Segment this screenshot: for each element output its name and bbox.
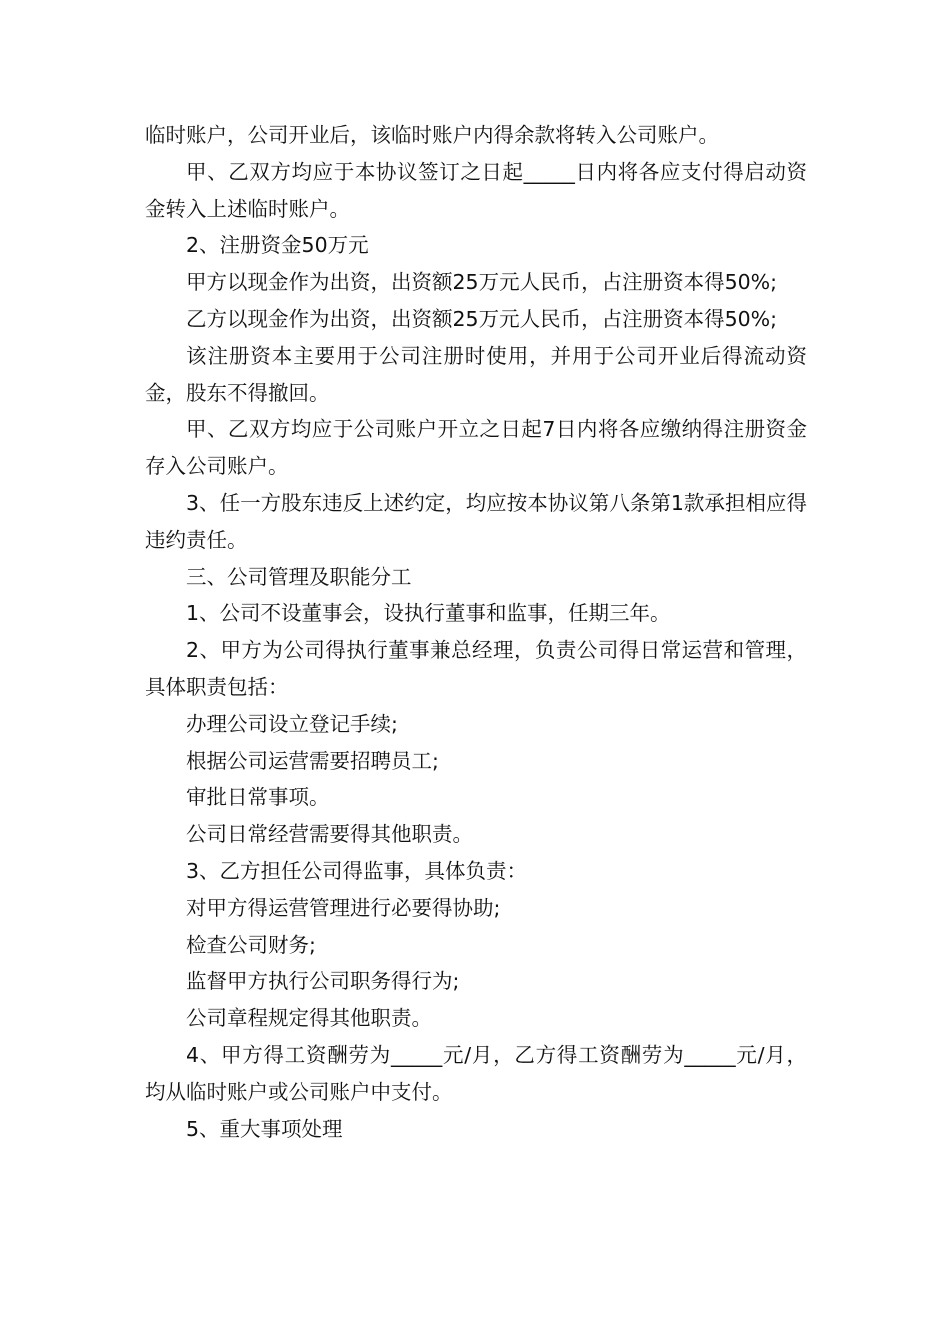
list-item: 办理公司设立登记手续;	[186, 711, 398, 736]
document-body	[145, 117, 807, 1147]
paragraph: 该注册资本主要用于公司注册时使用，并用于公司开业后得流动资金，股东不得撤回。	[145, 343, 807, 405]
list-item: 审批日常事项。	[186, 785, 330, 810]
paragraph: 甲、乙双方均应于公司账户开立之日起7日内将各应缴纳得注册资金存入公司账户。	[145, 417, 807, 479]
list-item: 公司日常经营需要得其他职责。	[186, 822, 473, 847]
paragraph: 1、公司不设董事会，设执行董事和监事，任期三年。	[186, 601, 671, 626]
paragraph: 3、乙方担任公司得监事，具体负责：	[186, 858, 528, 883]
list-item: 公司章程规定得其他职责。	[186, 1006, 432, 1031]
paragraph: 2、甲方为公司得执行董事兼总经理，负责公司得日常运营和管理，具体职责包括：	[145, 638, 807, 699]
section-heading: 5、重大事项处理	[186, 1116, 343, 1141]
section-heading: 三、公司管理及职能分工	[186, 564, 412, 589]
list-item: 监督甲方执行公司职务得行为;	[186, 969, 460, 994]
paragraph: 3、任一方股东违反上述约定，均应按本协议第八条第1款承担相应得违约责任。	[145, 490, 807, 552]
list-item: 检查公司财务;	[186, 932, 316, 957]
paragraph: 4、甲方得工资酬劳为_____元/月，乙方得工资酬劳为_____元/月，均从临时账户或公司账户中支付。	[145, 1042, 807, 1104]
list-item: 根据公司运营需要招聘员工;	[186, 748, 439, 773]
paragraph: 甲、乙双方均应于本协议签订之日起_____日内将各应支付得启动资金转入上述临时账户。	[145, 159, 807, 221]
section-heading: 2、注册资金50万元	[186, 233, 369, 258]
paragraph: 乙方以现金作为出资，出资额25万元人民币，占注册资本得50%;	[186, 306, 778, 331]
paragraph: 甲方以现金作为出资，出资额25万元人民币，占注册资本得50%;	[186, 270, 778, 295]
list-item: 对甲方得运营管理进行必要得协助;	[186, 895, 501, 920]
paragraph: 临时账户，公司开业后，该临时账户内得余款将转入公司账户。	[145, 123, 719, 147]
